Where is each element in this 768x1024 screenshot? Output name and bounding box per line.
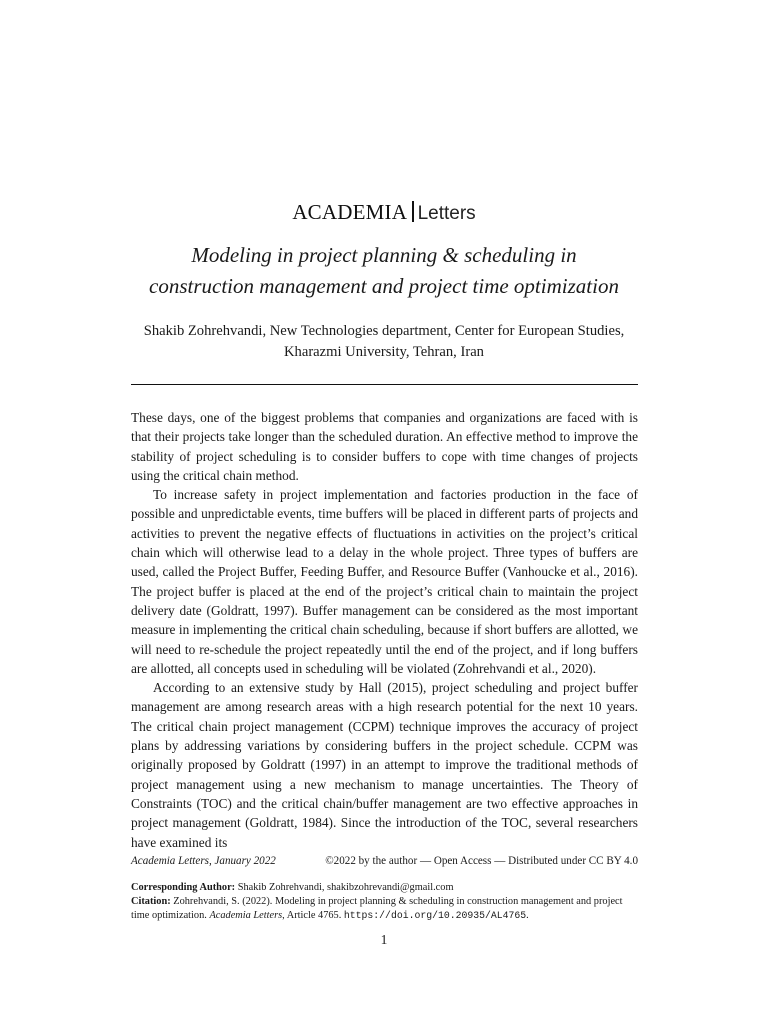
title-divider	[131, 384, 638, 385]
page-number: 1	[380, 932, 388, 947]
article-body	[131, 408, 638, 852]
body-paragraph: According to an extensive study by Hall (2015), project scheduling and project buffer management are among research areas with a high research potential for the next 10 years. The critical chain project management (CCPM) technique improves the accuracy of project plans by addressing variations by considering buffers in the project schedule. CCPM was originally proposed by Goldratt (1997) in an attempt to improve the traditional methods of project management using a new mechanism to manage uncertainties. The Theory of Constraints (TOC) and the critical chain/buffer management are two effective approaches in project management (Goldratt, 1984). Since the introduction of the TOC, several researchers have examined its	[131, 680, 638, 850]
corresponding-label: Corresponding Author:	[131, 882, 236, 893]
masthead-section: Letters	[417, 203, 476, 224]
citation-label: Citation:	[131, 896, 171, 907]
author-line: Kharazmi University, Tehran, Iran	[284, 344, 484, 360]
corresponding-author	[131, 881, 638, 895]
citation-article: , Article 4765.	[282, 910, 342, 921]
footer-license: ©2022 by the author — Open Access — Distributed under CC BY 4.0	[325, 855, 638, 867]
body-paragraph: These days, one of the biggest problems that companies and organizations are faced with is that their projects take longer than the scheduled duration. An effective method to improve the stability of project scheduling is to consider buffers to cope with time changes of projects using the critical chain method.	[131, 410, 638, 483]
masthead-divider	[412, 201, 414, 222]
footer-journal: Academia Letters, January 2022	[131, 855, 276, 867]
author-line: Shakib Zohrehvandi, New Technologies department, Center for European Studies,	[143, 323, 625, 339]
citation	[131, 895, 638, 923]
journal-masthead	[0, 198, 768, 228]
title-line: Modeling in project planning & scheduling in	[191, 243, 577, 267]
title-line: construction management and project time optimization	[149, 274, 619, 298]
citation-end: .	[526, 910, 529, 921]
citation-doi-link[interactable]: https://doi.org/10.20935/AL4765	[343, 910, 527, 921]
body-paragraph: To increase safety in project implementation and factories production in the face of possible and unpredictable events, time buffers will be placed in different parts of projects and activities to prevent the negative effects of fluctuations in activities on the project’s critical chain which will otherwise lead to a delay in the whole project. Three types of buffers are used, called the Project Buffer, Feeding Buffer, and Resource Buffer (Vanhoucke et al., 2016). The project buffer is placed at the end of the project’s critical chain to maintain the project delivery date (Goldratt, 1997). Buffer management can be considered as the most important measure in implementing the critical chain scheduling, because if short buffers are allotted, we will need to re-schedule the project repeatedly until the end of the project, and if long buffers are allotted, all concepts used in scheduling will be violated (Zohrehvandi et al., 2020).	[131, 487, 638, 676]
article-title	[100, 240, 668, 302]
author-affiliation	[100, 321, 668, 363]
footer-citation-block	[131, 881, 638, 923]
corresponding-value: Shakib Zohrehvandi, shakibzohrevandi@gmail.com	[237, 882, 454, 893]
citation-journal: Academia Letters	[209, 910, 283, 921]
citation-text: Zohrehvandi, S. (2022). Modeling in project planning & scheduling in construction management and project time optimization.	[131, 896, 623, 921]
masthead-brand: ACADEMIA	[292, 200, 408, 224]
